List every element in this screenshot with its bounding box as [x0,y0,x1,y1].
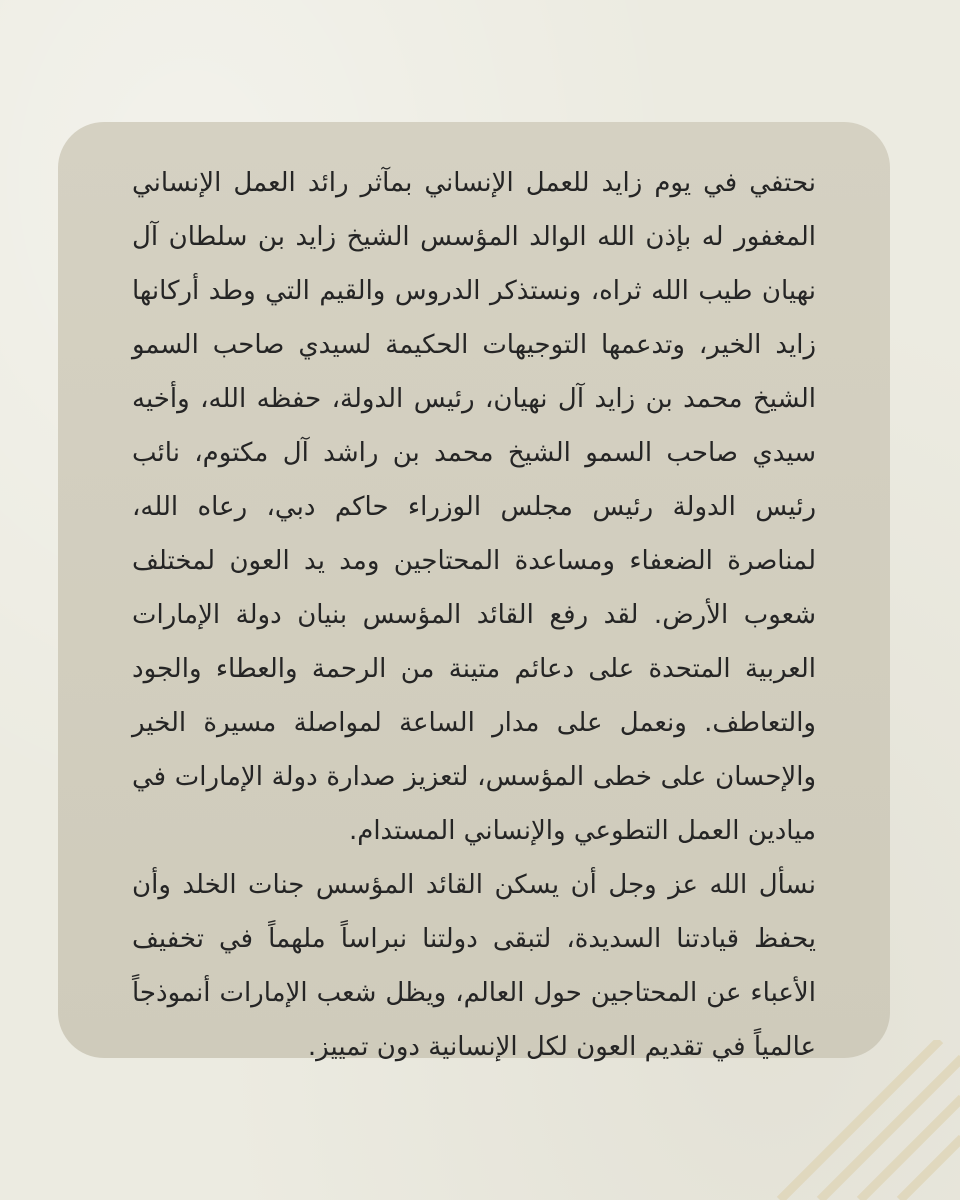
stripe-2 [820,1058,960,1200]
decorative-stripes-icon [700,1040,960,1200]
paragraph-1: نحتفي في يوم زايد للعمل الإنساني بمآثر رائد العمل الإنساني المغفور له بإذن الله الوالد المؤسس الشيخ زايد بن سلطان آل نهيان طيب الله ثراه، ونستذكر الدروس والقيم التي وطد أركانها زايد الخير، وتدعمها التوجيهات الحكيمة لسيدي صاحب السمو الشيخ محمد بن زايد آل نهيان، رئيس الدولة، حفظه الله، وأخيه سيدي صاحب السمو الشيخ محمد بن راشد آل مكتوم، نائب رئيس الدولة رئيس مجلس الوزراء حاكم دبي، رعاه الله، لمناصرة الضعفاء ومساعدة المحتاجين ومد يد العون لمختلف شعوب الأرض. لقد رفع القائد المؤسس بنيان دولة الإمارات العربية المتحدة على دعائم متينة من الرحمة والعطاء والجود والتعاطف. ونعمل على مدار الساعة لمواصلة مسيرة الخير والإحسان على خطى المؤسس، لتعزيز صدارة دولة الإمارات في ميادين العمل التطوعي والإنساني المستدام. [132,168,816,846]
text-card [58,122,890,1062]
statement-text [132,156,816,1074]
paragraph-2: نسأل الله عز وجل أن يسكن القائد المؤسس جنات الخلد وأن يحفظ قيادتنا السديدة، لتبقى دولتنا نبراساً ملهماً في تخفيف الأعباء عن المحتاجين حول العالم، ويظل شعب الإمارات أنموذجاً عالمياً في تقديم العون لكل الإنسانية دون تمييز. [132,870,816,1062]
stripe-1 [780,1040,940,1200]
